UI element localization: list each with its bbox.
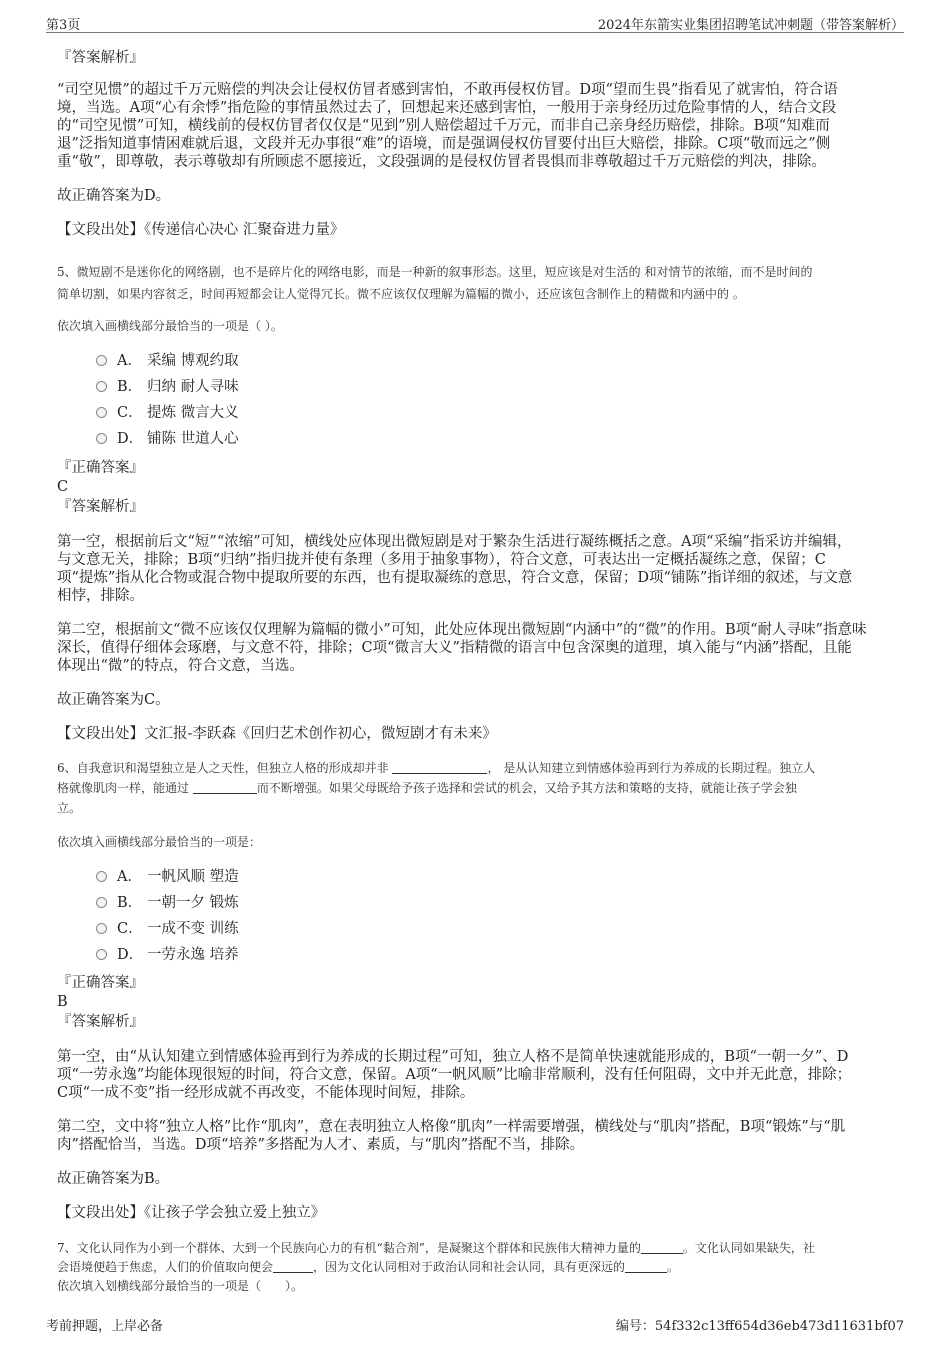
q4-analysis-line: 退”泛指知道事情困难就后退，文段并无办事很“难”的语境，而是强调侵权仿冒要付出巨大赔偿，排除。C项“敬而远之”侧 <box>57 136 831 152</box>
q4-source: 【文段出处】《传递信心决心 汇聚奋进力量》 <box>57 222 345 238</box>
q5-option-d[interactable]: D． 铺陈 世道人心 <box>96 431 239 448</box>
answer-blank <box>193 781 257 794</box>
page-header <box>46 14 904 33</box>
radio-icon[interactable] <box>96 897 107 908</box>
q5-analysis-line: 体现出“微”的特点，符合文意，当选。 <box>57 658 304 674</box>
radio-icon[interactable] <box>96 871 107 882</box>
answer-blank <box>625 1260 667 1273</box>
radio-icon[interactable] <box>96 949 107 960</box>
radio-icon[interactable] <box>96 355 107 366</box>
q6-analysis-line: 肉”搭配恰当，当选。D项“培养”多搭配为人才、素质，与“肌肉”搭配不当，排除。 <box>57 1137 585 1153</box>
footer-slogan: 考前押题，上岸必备 <box>46 1319 164 1334</box>
q6-option-c[interactable]: C． 一成不变 训练 <box>96 921 239 938</box>
document-id: 编号：54f332c13ff654d36eb473d11631bf07 <box>615 1319 904 1334</box>
q5-correct-answer: C <box>57 479 69 495</box>
radio-icon[interactable] <box>96 407 107 418</box>
answer-blank <box>392 761 487 774</box>
q5-stem-line: 简单切割，如果内容贫乏，时间再短都会让人觉得冗长。微不应该仅仅理解为篇幅的微小，还应该包含制作上的精微和内涵中的 。 <box>57 287 745 301</box>
q6-analysis-line: 第二空，文中将“独立人格”比作“肌肉”，意在表明独立人格像“肌肉”一样需要增强，横线处与“肌肉”搭配，B项“锻炼”与“肌 <box>57 1119 846 1135</box>
q4-analysis-line: “司空见惯”的超过千万元赔偿的判决会让侵权仿冒者感到害怕，不敢再侵权仿冒。D项“望而生畏”指看见了就害怕，符合语 <box>57 82 838 98</box>
radio-icon[interactable] <box>96 923 107 934</box>
q6-stem-line: 6、自我意识和渴望独立是人之天性，但独立人格的形成却并非 ， 是从认知建立到情感体验再到行为养成的长期过程。独立人 <box>57 761 816 775</box>
q4-conclusion: 故正确答案为D。 <box>57 188 171 204</box>
q6-correct-label: 『正确答案』 <box>57 975 144 991</box>
q6-analysis-line: 第一空，由“从认知建立到情感体验再到行为养成的长期过程”可知，独立人格不是简单快速就能形成的，B项“一朝一夕”、D <box>57 1049 849 1065</box>
q6-analysis-line: C项“一成不变”指一经形成就不再改变，不能体现时间短，排除。 <box>57 1085 475 1101</box>
radio-icon[interactable] <box>96 381 107 392</box>
q5-conclusion: 故正确答案为C。 <box>57 692 170 708</box>
q5-option-b[interactable]: B． 归纳 耐人寻味 <box>96 379 239 396</box>
q5-option-a[interactable]: A． 采编 博观约取 <box>96 353 239 370</box>
page-number: 第3页 <box>46 18 81 33</box>
q5-analysis-line: 第一空，根据前后文“短”“浓缩”可知，横线处应体现出微短剧是对于繁杂生活进行凝练概括之意。A项“采编”指采访并编辑， <box>57 534 852 550</box>
q7-stem-line: 7、文化认同作为小到一个群体、大到一个民族向心力的有机“黏合剂”，是凝聚这个群体和民族伟大精神力量的 。文化认同如果缺失，社 <box>57 1241 815 1255</box>
q5-analysis-line: 第二空，根据前文“微不应该仅仅理解为篇幅的微小”可知，此处应体现出微短剧“内涵中”的“微”的作用。B项“耐人寻味”指意味 <box>57 622 867 638</box>
q5-prompt: 依次填入画横线部分最恰当的一项是（ ）。 <box>57 319 283 333</box>
q6-prompt: 依次填入画横线部分最恰当的一项是： <box>57 835 262 849</box>
q4-analysis-label: 『答案解析』 <box>57 50 144 66</box>
q5-analysis-line: 相悖，排除。 <box>57 588 144 604</box>
answer-blank <box>641 1241 683 1254</box>
q5-analysis-line: 深长，值得仔细体会琢磨，与文意不符，排除；C项“微言大义”指精微的语言中包含深奥的道理，填入能与“内涵”搭配，且能 <box>57 640 852 656</box>
q6-stem-line: 格就像肌肉一样，能通过 而不断增强。如果父母既给予孩子选择和尝试的机会，又给予其方法和策略的支持，就能让孩子学会独 <box>57 781 797 795</box>
q5-correct-label: 『正确答案』 <box>57 460 144 476</box>
q7-stem-line: 会语境便趋于焦虑，人们的价值取向便会 ，因为文化认同相对于政治认同和社会认同，具有更深远的 。 <box>57 1260 680 1274</box>
q5-analysis-label: 『答案解析』 <box>57 499 144 515</box>
q6-option-a[interactable]: A． 一帆风顺 塑造 <box>96 869 239 886</box>
q6-analysis-line: 项“一劳永逸”均能体现很短的时间，符合文意，保留。A项“一帆风顺”比喻非常顺利，没有任何阻碍，文中并无此意，排除； <box>57 1067 852 1083</box>
q6-analysis-label: 『答案解析』 <box>57 1014 144 1030</box>
radio-icon[interactable] <box>96 433 107 444</box>
q5-analysis-line: 与文意无关，排除；B项“归纳”指归拢并使有条理（多用于抽象事物），符合文意，可表达出一定概括凝练之意，保留；C <box>57 552 826 568</box>
q5-option-c[interactable]: C． 提炼 微言大义 <box>96 405 239 422</box>
q6-option-d[interactable]: D． 一劳永逸 培养 <box>96 947 239 964</box>
q7-prompt: 依次填入划横线部分最恰当的一项是（ ）。 <box>57 1279 304 1293</box>
q6-source: 【文段出处】《让孩子学会独立爱上独立》 <box>57 1205 326 1221</box>
q6-conclusion: 故正确答案为B。 <box>57 1171 170 1187</box>
q6-correct-answer: B <box>57 994 68 1010</box>
q6-stem-line: 立。 <box>57 801 82 815</box>
answer-blank <box>273 1260 313 1273</box>
q6-option-b[interactable]: B． 一朝一夕 锻炼 <box>96 895 239 912</box>
q5-source: 【文段出处】文汇报-李跃森《回归艺术创作初心，微短剧才有未来》 <box>57 726 497 742</box>
q5-analysis-line: 项“提炼”指从化合物或混合物中提取所要的东西，也有提取凝练的意思，符合文意，保留；D项“铺陈”指详细的叙述，与文意 <box>57 570 853 586</box>
q4-analysis-line: 境，当选。A项“心有余悸”指危险的事情虽然过去了，回想起来还感到害怕，一般用于亲身经历过危险事情的人，结合文段 <box>57 100 837 116</box>
q4-analysis-line: 的“司空见惯”可知，横线前的侵权仿冒者仅仅是“见到”别人赔偿超过千万元，而非自己亲身经历赔偿，排除。B项“知难而 <box>57 118 830 134</box>
q4-analysis-line: 重“敬”，即尊敬，表示尊敬却有所顾虑不愿接近，文段强调的是侵权仿冒者畏惧而非尊敬超过千万元赔偿的判决，排除。 <box>57 154 826 170</box>
document-title: 2024年东箭实业集团招聘笔试冲刺题（带答案解析） <box>597 18 904 33</box>
q5-stem-line: 5、微短剧不是迷你化的网络剧，也不是碎片化的网络电影，而是一种新的叙事形态。这里，短应该是对生活的 和对情节的浓缩，而不是时间的 <box>57 265 813 279</box>
